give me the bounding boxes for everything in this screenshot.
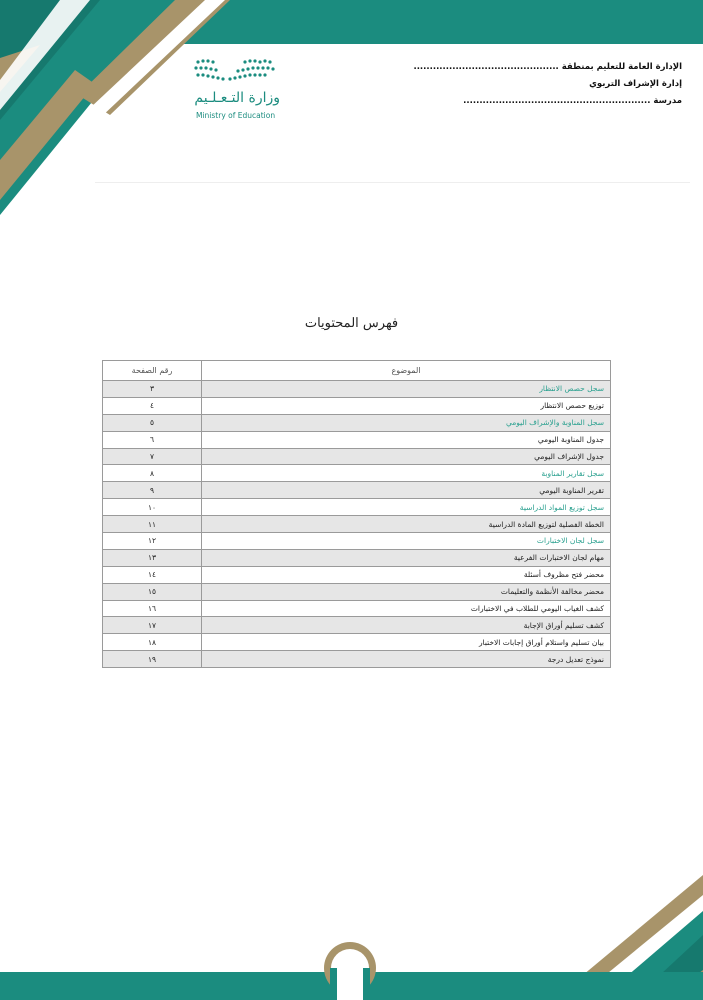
topic-cell: بيان تسليم واستلام أوراق إجابات الاختبار xyxy=(202,634,611,651)
topic-cell: جدول الإشراف اليومي xyxy=(202,448,611,465)
table-row xyxy=(103,381,611,398)
topic-cell: سجل توزيع المواد الدراسية xyxy=(202,499,611,516)
topic-cell: كشف تسليم أوراق الإجابة xyxy=(202,617,611,634)
page-number-cell: ١٢ xyxy=(103,533,202,550)
table-row xyxy=(103,549,611,566)
page-number-cell: ١٠ xyxy=(103,499,202,516)
bottom-emblem-decoration xyxy=(320,938,380,1000)
topic-cell: نموذج تعديل درجة xyxy=(202,651,611,668)
table-row xyxy=(103,533,611,550)
topic-cell: كشف الغياب اليومي للطلاب في الاختبارات xyxy=(202,600,611,617)
page-number-cell: ٩ xyxy=(103,482,202,499)
ministry-logo-dots-icon xyxy=(190,56,280,88)
topic-cell: سجل لجان الاختبارات xyxy=(202,533,611,550)
page-number-cell: ١٨ xyxy=(103,634,202,651)
table-header-row xyxy=(103,361,611,381)
page-number-cell: ٨ xyxy=(103,465,202,482)
page-title: فهرس المحتويات xyxy=(304,316,399,331)
page-number-cell: ١١ xyxy=(103,516,202,533)
page-number-cell: ٧ xyxy=(103,448,202,465)
table-row xyxy=(103,397,611,414)
document-header xyxy=(400,55,690,113)
table-row xyxy=(103,499,611,516)
page-number-cell: ١٦ xyxy=(103,600,202,617)
table-row xyxy=(103,431,611,448)
topic-cell: محضر مخالفة الأنظمة والتعليمات xyxy=(202,583,611,600)
table-row xyxy=(103,617,611,634)
page-number-cell: ١٥ xyxy=(103,583,202,600)
table-row xyxy=(103,482,611,499)
topic-cell: الخطة الفصلية لتوزيع المادة الدراسية xyxy=(202,516,611,533)
school-line: مدرسة .......................................................... xyxy=(463,96,682,106)
supervision-department-line: إدارة الإشراف التربوي xyxy=(589,79,682,89)
ministry-name-english: Ministry of Education xyxy=(196,111,276,120)
table-row xyxy=(103,634,611,651)
table-row xyxy=(103,566,611,583)
topic-column-header: الموضوع xyxy=(202,361,611,381)
ministry-name-arabic: وزارة التـعـلـيم xyxy=(194,90,280,106)
topic-cell: سجل حصص الانتظار xyxy=(202,381,611,398)
topic-cell: مهام لجان الاختبارات الفرعية xyxy=(202,549,611,566)
page-number-cell: ١٩ xyxy=(103,651,202,668)
table-row xyxy=(103,600,611,617)
table-row xyxy=(103,516,611,533)
page-number-cell: ١٧ xyxy=(103,617,202,634)
general-administration-line: الإدارة العامة للتعليم بمنطقة ............................................. xyxy=(413,62,682,72)
page-number-cell: ٤ xyxy=(103,397,202,414)
header-divider xyxy=(95,182,690,183)
page-number-cell: ٦ xyxy=(103,431,202,448)
table-row xyxy=(103,465,611,482)
topic-cell: محضر فتح مظروف أسئلة xyxy=(202,566,611,583)
topic-cell: سجل المناوبة والإشراف اليومي xyxy=(202,414,611,431)
topic-cell: سجل تقارير المناوبة xyxy=(202,465,611,482)
page-column-header: رقم الصفحة xyxy=(103,361,202,381)
table-row xyxy=(103,448,611,465)
table-row xyxy=(103,583,611,600)
table-row xyxy=(103,651,611,668)
topic-cell: جدول المناوبة اليومي xyxy=(202,431,611,448)
page-number-cell: ١٤ xyxy=(103,566,202,583)
table-row xyxy=(103,414,611,431)
topic-cell: تقرير المناوبة اليومي xyxy=(202,482,611,499)
ministry-logo xyxy=(190,56,290,122)
page-number-cell: ٣ xyxy=(103,381,202,398)
topic-cell: توزيع حصص الانتظار xyxy=(202,397,611,414)
contents-table xyxy=(102,360,611,668)
page-number-cell: ٥ xyxy=(103,414,202,431)
page-number-cell: ١٣ xyxy=(103,549,202,566)
